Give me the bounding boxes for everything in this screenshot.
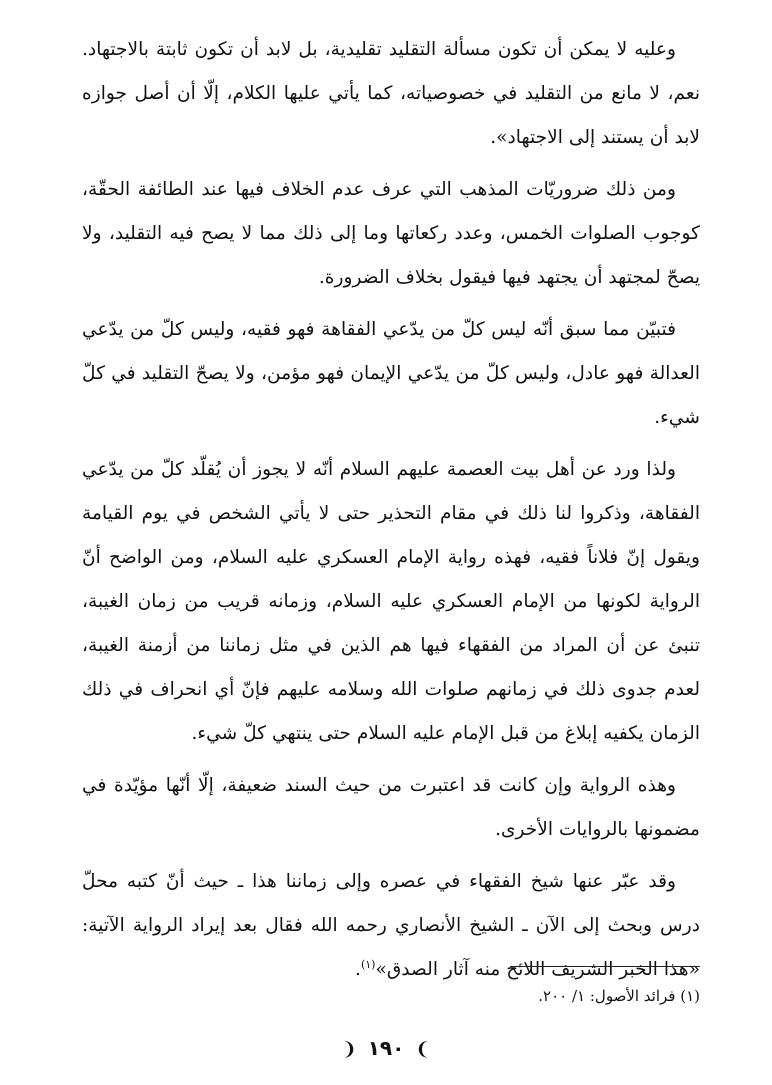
- paragraph-4: ولذا ورد عن أهل بيت العصمة عليهم السلام أنّه لا يجوز أن يُقلّد كلّ من يدّعي الفقاهة، وذكروا لنا ذلك في مقام التحذير حتى لا يأتي الشخص في يوم القيامة ويقول إنّ فلاناً فقيه، فهذه رواية الإمام العسكري عليه السلام، ومن الواضح أنّ الرواية لكونها من الإمام العسكري عليه السلام، وزمانه قريب من زمان الغيبة، تنبئ عن أن المراد من الفقهاء فيها هم الذين في مثل زماننا من أزمنة الغيبة، لعدم جدوى ذلك في زمانهم صلوات الله وسلامه عليهم فإنّ أي انحراف في ذلك الزمان يكفيه إبلاغ من قبل الإمام عليه السلام حتى ينتهي كلّ شيء.: [82, 459, 700, 744]
- paragraph-1: وعليه لا يمكن أن تكون مسألة التقليد تقليدية، بل لابد أن تكون ثابتة بالاجتهاد. نعم، لا مانع من التقليد في خصوصياته، كما يأتي عليها الكلام، إلّا أن أصل جوازه لابد أن يستند إلى الاجتهاد».: [82, 39, 700, 148]
- page-number: ١٩٠: [367, 1036, 405, 1060]
- footnote-divider: [510, 966, 700, 967]
- paragraph-6-text: وقد عبّر عنها شيخ الفقهاء في عصره وإلى زماننا هذا ـ حيث أنّ كتبه محلّ درس وبحث إلى الآن ـ الشيخ الأنصاري رحمه الله فقال بعد إيراد الرواية الآتية: «هذا الخبر الشريف اللائح منه آثار الصدق»: [82, 871, 700, 980]
- paragraph-5: وهذه الرواية وإن كانت قد اعتبرت من حيث السند ضعيفة، إلّا أنّها مؤيّدة في مضمونها بالروايات الأخرى.: [82, 775, 700, 840]
- body-text: [82, 28, 700, 1000]
- page-ornament-right: ❩: [415, 1039, 431, 1060]
- page-number-block: [0, 1034, 772, 1064]
- paragraph-6: [82, 860, 700, 992]
- page-ornament-left: ❨: [341, 1039, 357, 1060]
- paragraph-3: فتبيّن مما سبق أنّه ليس كلّ من يدّعي الفقاهة فهو فقيه، وليس كلّ من يدّعي العدالة فهو عادل، وليس كلّ من يدّعي الإيمان فهو مؤمن، ولا يصحّ التقليد في كلّ شيء.: [82, 319, 700, 428]
- paragraph-2: ومن ذلك ضروريّات المذهب التي عرف عدم الخلاف فيها عند الطائفة الحقّة، كوجوب الصلوات الخمس، وعدد ركعاتها وما إلى ذلك مما لا يصح فيه التقليد، ولا يصحّ لمجتهد أن يجتهد فيها فيقول بخلاف الضرورة.: [82, 179, 700, 288]
- paragraph-6-end: .: [355, 959, 361, 980]
- footnote-reference: (١): [360, 957, 376, 971]
- footnote: (١) فرائد الأصول: ١/ ٢٠٠.: [538, 987, 700, 1005]
